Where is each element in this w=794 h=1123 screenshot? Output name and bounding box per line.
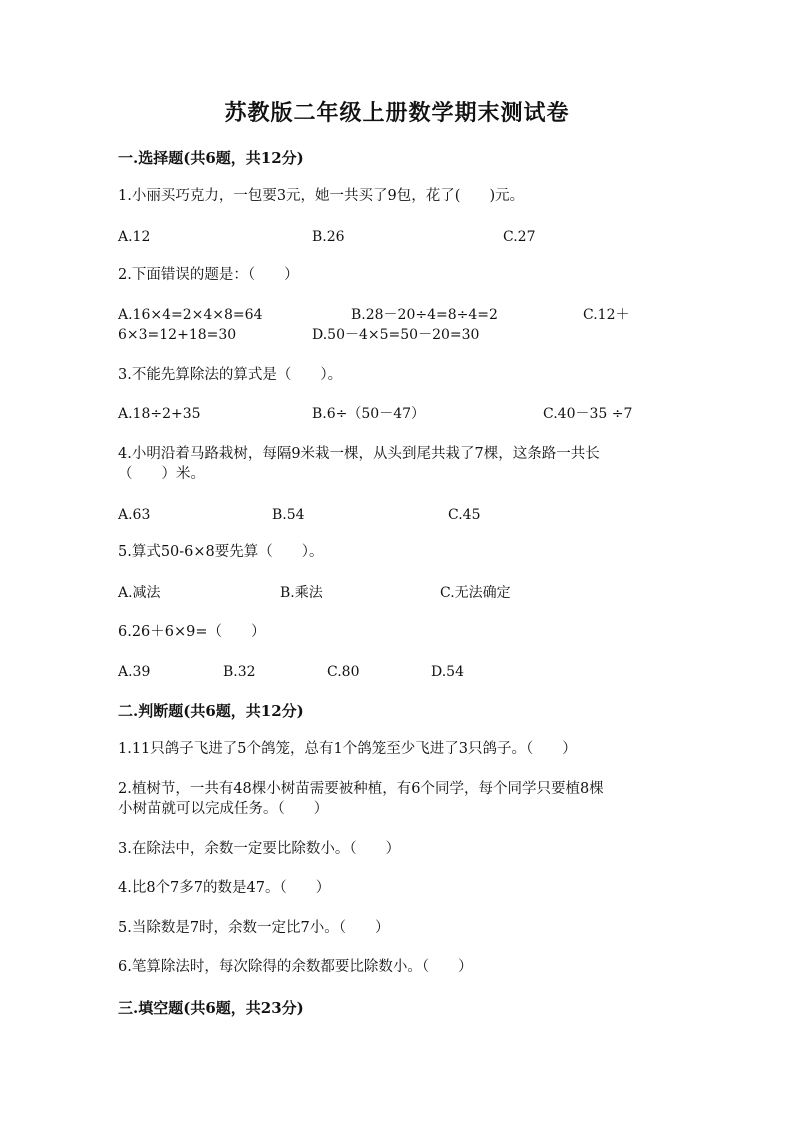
option-b: B.32 (223, 664, 256, 680)
option-b: B.54 (272, 507, 305, 523)
question-text: 1.小丽买巧克力，一包要3元，她一共买了9包，花了( )元。 (118, 188, 525, 204)
option-b: B.26 (312, 229, 345, 245)
question-text: 4.小明沿着马路栽树，每隔9米栽一棵，从头到尾共栽了7棵，这条路一共长 (118, 446, 600, 462)
question-text-continued: 小树苗就可以完成任务。（ ） (118, 801, 329, 817)
question-text-continued: （ ）米。 (118, 466, 205, 482)
question-text: 4.比8个7多7的数是47。（ ） (118, 880, 331, 896)
option-c: C.无法确定 (440, 585, 511, 601)
option-b: B.乘法 (280, 585, 323, 601)
option-c: C.45 (448, 507, 481, 523)
option-a: A.39 (118, 664, 151, 680)
question-text: 6.笔算除法时，每次除得的余数都要比除数小。（ ） (118, 959, 473, 975)
option-d: D.50－4×5=50－20=30 (312, 327, 480, 343)
option-c: C.12＋ (583, 307, 630, 323)
question-text: 5.当除数是7时，余数一定比7小。（ ） (118, 920, 390, 936)
page-title: 苏教版二年级上册数学期末测试卷 (224, 100, 570, 126)
question-text: 3.不能先算除法的算式是（ ）。 (118, 367, 343, 383)
question-text: 5.算式50-6×8要先算（ ）。 (118, 544, 324, 560)
option-b: B.6÷（50－47） (312, 406, 426, 422)
option-a: A.63 (118, 507, 151, 523)
option-d: D.54 (431, 664, 464, 680)
option-a: A.16×4=2×4×8=64 (118, 307, 263, 323)
question-text: 6.26＋6×9=（ ） (118, 624, 266, 640)
section-heading-choice: 一.选择题(共6题，共12分) (118, 149, 304, 167)
section-heading-judgement: 二.判断题(共6题，共12分) (118, 702, 304, 720)
question-text: 1.11只鸽子飞进了5个鸽笼，总有1个鸽笼至少飞进了3只鸽子。（ ） (118, 741, 577, 757)
question-text: 2.植树节，一共有48棵小树苗需要被种植，有6个同学，每个同学只要植8棵 (118, 781, 604, 797)
option-a: A.减法 (118, 585, 161, 601)
question-text: 2.下面错误的题是：（ ） (118, 267, 299, 283)
option-c: C.80 (327, 664, 360, 680)
option-c-continued: 6×3=12+18=30 (118, 327, 237, 343)
section-heading-fill-in: 三.填空题(共6题，共23分) (118, 999, 304, 1017)
option-a: A.12 (118, 229, 151, 245)
option-c: C.27 (503, 229, 536, 245)
option-c: C.40－35 ÷7 (543, 406, 633, 422)
question-text: 3.在除法中，余数一定要比除数小。（ ） (118, 841, 401, 857)
option-a: A.18÷2+35 (118, 406, 201, 422)
option-b: B.28－20÷4=8÷4=2 (351, 307, 498, 323)
